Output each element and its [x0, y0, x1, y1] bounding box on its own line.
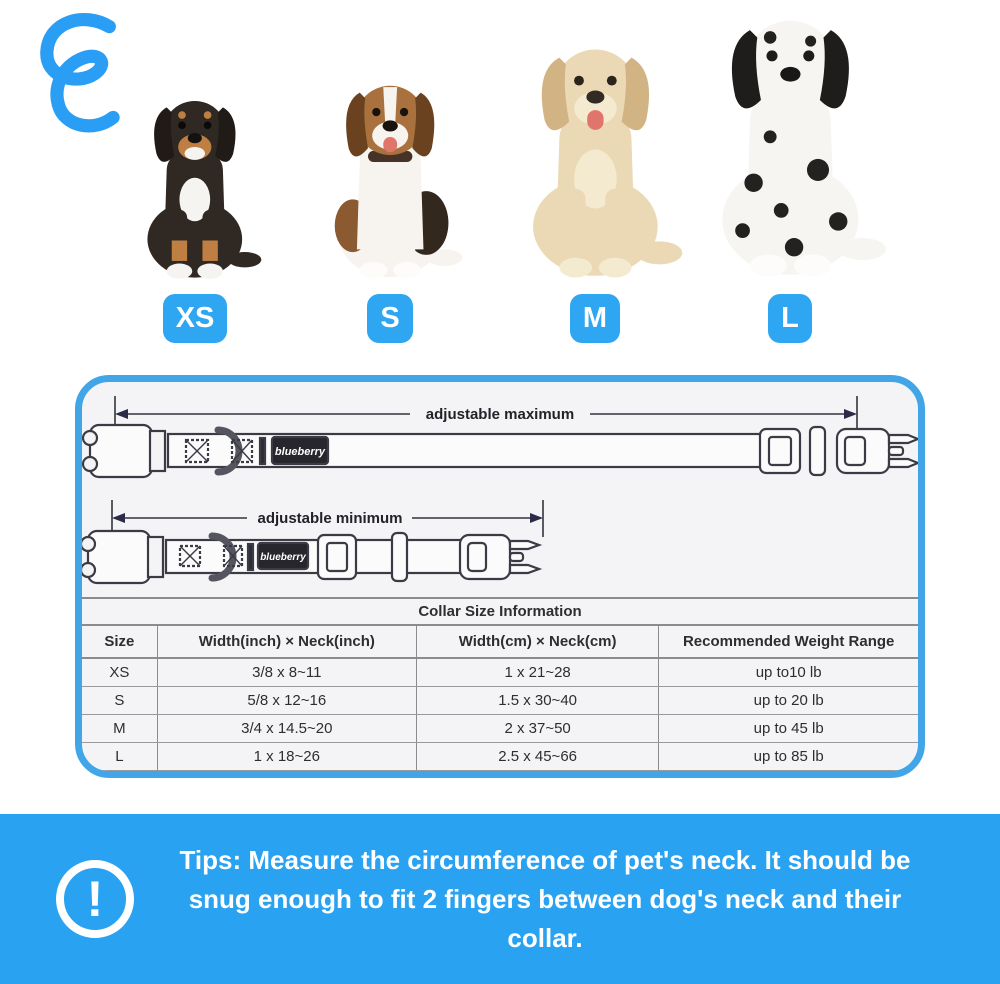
- collar-brand-tag-small: blueberry: [260, 552, 306, 563]
- col-header-inch: Width(inch) × Neck(inch): [157, 625, 416, 658]
- collar-drawing-minimum: [82, 531, 539, 583]
- table-title: Collar Size Information: [82, 599, 918, 625]
- tips-banner: [0, 814, 1000, 984]
- collar-size-table: [82, 599, 918, 771]
- size-table-area: [82, 597, 918, 771]
- dog-photo-m-golden-retriever: [497, 38, 694, 284]
- col-header-cm: Width(cm) × Neck(cm): [416, 625, 658, 658]
- dog-photo-l-dalmatian: [680, 8, 901, 284]
- size-chip-m[interactable]: M: [570, 294, 620, 343]
- table-row-l: L 1 x 18~26 2.5 x 45~66 up to 85 lb: [82, 743, 918, 771]
- table-row-xs: XS 3/8 x 8~11 1 x 21~28 up to10 lb: [82, 658, 918, 687]
- size-chip-xs[interactable]: XS: [163, 294, 228, 343]
- table-header-row: [82, 625, 918, 658]
- dog-column-s: [305, 0, 475, 345]
- size-chip-s[interactable]: S: [367, 294, 412, 343]
- table-row-m: M 3/4 x 14.5~20 2 x 37~50 up to 45 lb: [82, 715, 918, 743]
- dog-photo-xs-puppy: [118, 92, 272, 284]
- tips-text: Tips: Measure the circumference of pet's neck. It should be snug enough to fit 2 fingers between dog's neck and their collar.: [179, 844, 911, 953]
- collar-size-panel: [75, 375, 925, 778]
- adjustable-minimum-label: adjustable minimum: [257, 510, 403, 527]
- dog-column-m: [500, 0, 690, 345]
- size-chip-l[interactable]: L: [768, 294, 812, 343]
- adjustable-maximum-label: adjustable maximum: [425, 406, 575, 423]
- collar-brand-tag: blueberry: [274, 446, 326, 458]
- dog-column-l: [700, 0, 880, 345]
- col-header-size: Size: [82, 625, 157, 658]
- dog-column-xs: [115, 0, 275, 345]
- table-row-s: S 5/8 x 12~16 1.5 x 30~40 up to 20 lb: [82, 687, 918, 715]
- col-header-weight: Recommended Weight Range: [659, 625, 918, 658]
- alert-icon: !: [56, 860, 134, 938]
- size-guide-hero: [0, 0, 1000, 345]
- collar-drawing-maximum: [83, 425, 918, 477]
- collar-measurement-diagram: [82, 382, 918, 597]
- dog-photo-s-beagle: [307, 76, 473, 284]
